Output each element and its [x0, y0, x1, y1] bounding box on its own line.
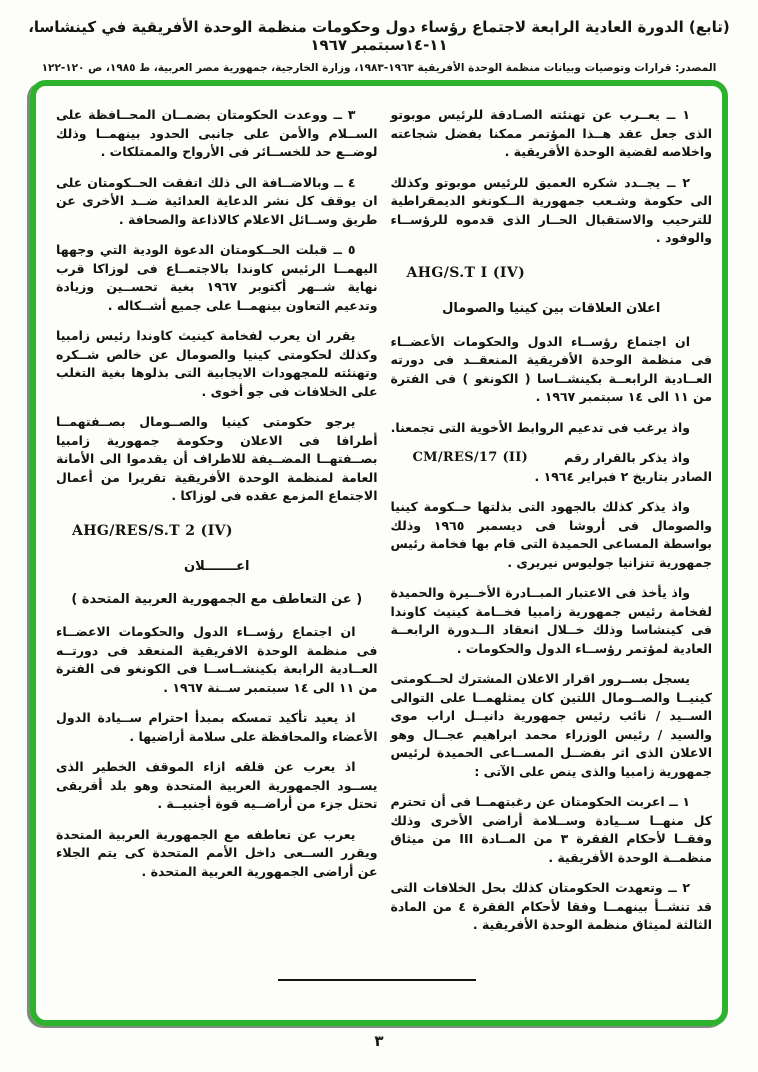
resolution-code: AHG/RES/S.T 2 (IV) — [72, 522, 233, 539]
column-right — [391, 106, 713, 947]
paragraph: يعرب عن تعاطفه مع الجمهورية العربية المتحدة ويقرر الســعى داخل الأمم المتحدة كى يتم الجلاء عن أراضى الجمهورية العربية المتحدة . — [56, 826, 378, 879]
document-border-frame — [30, 80, 728, 1026]
resolution-code: AHG/S.T I (IV) — [406, 264, 526, 281]
document-header — [0, 18, 758, 74]
paragraph: ٢ ــ وتعهدت الحكومتان كذلك بحل الخلافات التى قد تنشــأ بينهمــا وفقا لأحكام الفقرة ٤ من المادة الثالثة لميثاق منظمة الوحدة الأفريقية . — [390, 880, 712, 932]
header-title: (تابع) الدورة العادية الرابعة لاجتماع رؤساء دول وحكومات منظمة الوحدة الأفريقية في كينشاسا، ١١-١٤سبتمبر ١٩٦٧ — [28, 18, 730, 54]
section-heading: اعـــــــلان — [184, 559, 250, 574]
paragraph: واذ يذكر كذلك بالجهود التى بذلتها حــكومة كينيا والصومال فى أروشا فى ديسمبر ١٩٦٥ وذلك بواسطة المساعى الحميدة التى قام بها فخامة رئيس جمهورية تنزانيا جوليوس نيريرى . — [390, 499, 712, 570]
column-left — [56, 106, 378, 947]
paragraph-with-code: CM/RES/17 (II) واذ يذكر بالقرار رقم الصادر بتاريخ ٢ فبراير ١٩٦٤ . — [391, 449, 713, 486]
text-columns — [56, 106, 712, 947]
paragraph: ان اجتماع رؤســاء الدول والحكومات الاعضــاء فى منظمة الوحدة الافريقية المنعقد فى دورتــه العــادية الرابعة بكينشــاســا فى الكونغو فى الفترة من ١١ الى ١٤ سبتمبر ســنة ١٩٦٧ . — [56, 624, 378, 695]
paragraph: ١ ــ اعربت الحكومتان عن رغبتهمــا فى أن تحترم كل منهــا ســيادة وســلامة أراضى الأخرى وذلك وفقــا لأحكام الفقرة ٣ من المــادة III من ميثاق منظمــة الوحدة الأفريقية . — [390, 794, 713, 865]
resolution-code: CM/RES/17 (II) — [412, 450, 529, 465]
section-heading: ( عن التعاطف مع الجمهورية العربية المتحدة ) — [71, 591, 363, 607]
paragraph: ٢ ــ يجــدد شكره العميق للرئيس موبوتو وكذلك الى حكومة وشـعب جمهورية الــكونغو الديمقراطية للترحيب والاستقبال الحــار الذى قدموه للرؤســاء والوفود . — [390, 174, 712, 245]
paragraph: اذ يعيد تأكيد تمسكه بمبدأ احترام ســيادة الدول الأعضاء والمحافظة على سلامة أراضيها . — [56, 710, 378, 744]
page-number: ٣ — [374, 1032, 384, 1050]
paragraph: يقرر ان يعرب لفخامة كينيث كاوندا رئيس زامبيا وكذلك لحكومتى كينيا والصومال عن خالص شــكره وتهنئته للمجهودات الايجابية التى بذلوها بغية التغلب على الخلافات فى جو أخوى . — [56, 328, 378, 399]
paragraph: ٥ ــ قبلت الحــكومتان الدعوة الودية التي وجهها اليهمــا الرئيس كاوندا بالاجتمــاع فى لوزاكا قرب نهاية شــهر أكتوبر ١٩٦٧ بغية تحســين وزيادة وتدعيم التعاون بينهمــا على جميع أشــكاله . — [56, 242, 378, 313]
paragraph: يسجل بســرور اقرار الاعلان المشترك لحــكومتى كينيــا والصــومال اللتين كان يمثلهمــا على التوالى الســيد / نائب رئيس جمهورية دانيــل اراب موى والسيد / رئيس الوزراء محمد ابراهيم عجــال وهو الاعلان الذى اثر بفضــل المســاعى الحميدة لرئيس جمهورية زامبيا والذى ينص على الآتى : — [390, 671, 712, 779]
paragraph: ان اجتماع رؤســاء الدول والحكومات الأعضــاء فى منظمة الوحدة الأفريقية المنعقــد فى دورته العــادية الرابعــة بكينشــاسا ( الكونغو ) فى الفترة من ١١ الى ١٤ سبتمبر ١٩٦٧ . — [390, 333, 712, 404]
header-source-line: المصدر: قرارات وتوصيات وبيانات منظمة الوحدة الأفريقية ١٩٦٣-١٩٨٣، وزارة الخارجية، جمهورية مصر العربية، ط ١٩٨٥، ص ١٢٠-١٢٢ — [41, 62, 717, 74]
section-heading: اعلان العلاقات بين كينيا والصومال — [442, 301, 661, 316]
paragraph: ٣ ــ ووعدت الحكومتان بضمــان المحــافظة على الســلام والأمن على جانبى الحدود بينهمــا وذلك لوضــع حد للخســائر فى الأرواح والممتلكات . — [56, 107, 378, 159]
paragraph: ١ ــ يعــرب عن تهنئته الصـادقة للرئيس موبوتو الذى جعل عقد هــذا المؤتمر ممكنا بفضل شجاعته واخلاصه لقضية الوحدة الأفريقية . — [390, 107, 712, 159]
paragraph: ٤ ــ وبالاضــافة الى ذلك اتفقت الحــكومتان على ان يوقف كل نشر الدعاية العدائية ضــد الأخرى عن طريق وســائل الاعلام كالاذاعة والصحافة . — [56, 174, 378, 227]
paragraph: واذ يأخذ فى الاعتبار المبــادرة الأخــيرة والحميدة لفخامة رئيس جمهورية زامبيا فخــامة كينيث كاوندا فى كينشاسا وذلك خــلال انعقاد الــدورة الرابعــة العادية لمؤتمر رؤســاء الدول والحكومات . — [390, 585, 712, 656]
paragraph: اذ يعرب عن قلقه ازاء الموقف الخطير الذى يســود الجمهورية العربية المتحدة وهو بلد أفريقى تحتل جزء من أراضــيه قوة أجنبيــة . — [56, 759, 378, 811]
footer-divider-line — [278, 979, 476, 981]
paragraph: يرجو حكومتى كينيا والصــومال بصــفتهمــا أطرافا فى الاعلان وحكومة جمهورية زامبيا بصــفتهــا المضــيفة للاطراف أن يقدموا الى الأمانة العامة لمنظمة الوحدة الأفريقية تقريرا من أعمال الاجتماع المزمع عقده فى لوزاكا . — [56, 414, 378, 503]
paragraph: واذ يرغب فى تدعيم الروابط الأخوية التى تجمعنا. — [390, 419, 690, 435]
